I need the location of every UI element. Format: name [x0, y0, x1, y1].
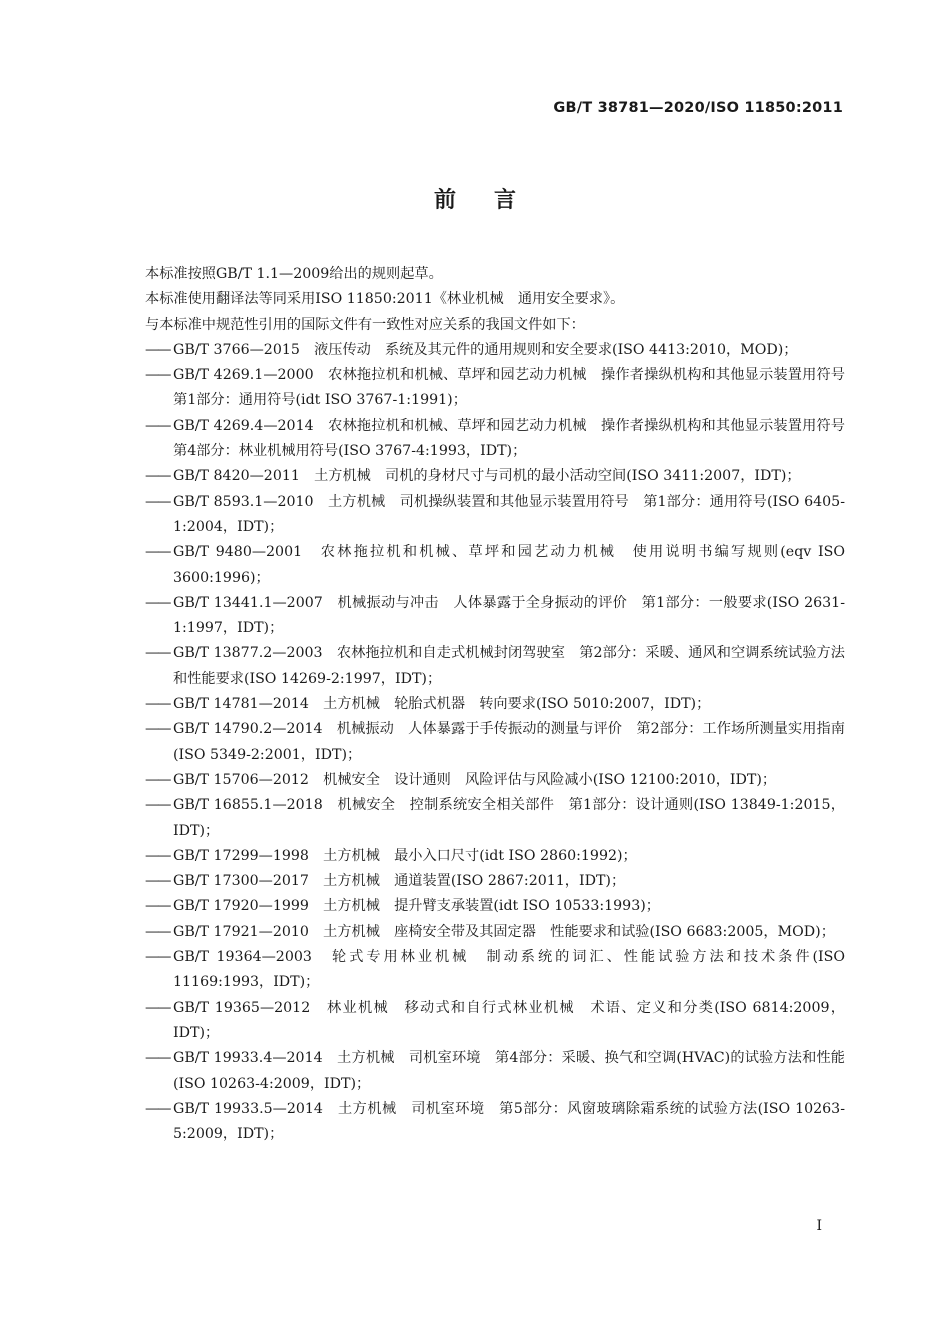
- list-dash: ——: [145, 999, 170, 1016]
- list-dash: ——: [145, 367, 170, 384]
- intro-paragraph: 本标准使用翻译法等同采用ISO 11850:2011《林业机械 通用安全要求》。: [145, 291, 625, 308]
- page-number: I: [816, 1218, 822, 1234]
- reference-text: GB/T 4269.4—2014 农林拖拉机和机械、草坪和园艺动力机械 操作者操纵机构和其他显示装置用符号 第4部分：林业机械用符号(ISO 3767-4:1993，IDT)；: [173, 417, 860, 460]
- reference-text: GB/T 3766—2015 液压传动 系统及其元件的通用规则和安全要求(ISO 4413:2010，MOD)；: [173, 341, 798, 358]
- reference-text: GB/T 19933.4—2014 土方机械 司机室环境 第4部分：采暖、换气和空调(HVAC)的试验方法和性能(ISO 10263-4:2009，IDT)；: [173, 1050, 845, 1092]
- reference-text: GB/T 17299—1998 土方机械 最小入口尺寸(idt ISO 2860:1992)；: [173, 847, 637, 864]
- reference-item: [145, 641, 845, 692]
- reference-item: [145, 540, 845, 591]
- list-dash: ——: [145, 721, 170, 738]
- reference-text: GB/T 13441.1—2007 机械振动与冲击 人体暴露于全身振动的评价 第1部分：一般要求(ISO 2631-1:1997，IDT)；: [173, 594, 845, 637]
- document-body: [145, 262, 860, 1147]
- list-dash: ——: [145, 873, 170, 890]
- reference-text: GB/T 15706—2012 机械安全 设计通则 风险评估与风险减小(ISO 12100:2010，IDT)；: [173, 771, 777, 788]
- reference-item: [145, 1046, 845, 1097]
- reference-item: [145, 717, 845, 768]
- reference-text: GB/T 14790.2—2014 机械振动 人体暴露于手传振动的测量与评价 第2部分：工作场所测量实用指南(ISO 5349-2:2001，IDT)；: [173, 721, 845, 763]
- reference-item: [145, 996, 845, 1047]
- list-dash: ——: [145, 544, 170, 561]
- reference-item: [145, 945, 845, 996]
- list-dash: ——: [145, 645, 170, 662]
- reference-text: GB/T 13877.2—2003 农林拖拉机和自走式机械封闭驾驶室 第2部分：采暖、通风和空调系统试验方法和性能要求(ISO 14269-2:1997，IDT)；: [173, 645, 845, 687]
- list-dash: ——: [145, 1100, 170, 1117]
- list-dash: ——: [145, 771, 170, 788]
- reference-text: GB/T 8420—2011 土方机械 司机的身材尺寸与司机的最小活动空间(ISO 3411:2007，IDT)；: [173, 468, 801, 485]
- reference-text: GB/T 4269.1—2000 农林拖拉机和机械、草坪和园艺动力机械 操作者操纵机构和其他显示装置用符号 第1部分：通用符号(idt ISO 3767-1:1991)；: [173, 367, 860, 409]
- page-title: 前言: [433, 188, 554, 213]
- list-dash: ——: [145, 493, 170, 510]
- reference-item: [145, 920, 845, 945]
- reference-text: GB/T 14781—2014 土方机械 轮胎式机器 转向要求(ISO 5010:2007，IDT)；: [173, 696, 711, 713]
- list-dash: ——: [145, 797, 170, 814]
- reference-item: [145, 869, 845, 894]
- reference-text: GB/T 16855.1—2018 机械安全 控制系统安全相关部件 第1部分：设计通则(ISO 13849-1:2015，IDT)；: [173, 797, 845, 839]
- reference-text: GB/T 19933.5—2014 土方机械 司机室环境 第5部分：风窗玻璃除霜系统的试验方法(ISO 10263-5:2009，IDT)；: [173, 1100, 845, 1143]
- reference-item: [145, 591, 845, 642]
- list-dash: ——: [145, 696, 170, 713]
- reference-text: GB/T 9480—2001 农林拖拉机和机械、草坪和园艺动力机械 使用说明书编写规则(eqv ISO 3600:1996)；: [173, 544, 845, 586]
- list-dash: ——: [145, 468, 170, 485]
- reference-item: [145, 692, 845, 717]
- list-dash: ——: [145, 594, 170, 611]
- intro-paragraph: 与本标准中规范性引用的国际文件有一致性对应关系的我国文件如下：: [145, 316, 585, 333]
- reference-item: [145, 793, 845, 844]
- reference-item: [145, 894, 845, 919]
- reference-item: [145, 464, 845, 489]
- reference-text: GB/T 17300—2017 土方机械 通道装置(ISO 2867:2011，IDT)；: [173, 873, 626, 890]
- reference-item: [145, 338, 845, 363]
- reference-item: [145, 490, 845, 541]
- reference-text: GB/T 17920—1999 土方机械 提升臂支承装置(idt ISO 10533:1993)；: [173, 898, 660, 915]
- reference-list: [145, 338, 860, 1148]
- list-dash: ——: [145, 847, 170, 864]
- list-dash: ——: [145, 949, 170, 966]
- reference-text: GB/T 19364—2003 轮式专用林业机械 制动系统的词汇、性能试验方法和技术条件(ISO 11169:1993，IDT)；: [173, 949, 845, 991]
- reference-item: [145, 363, 860, 414]
- list-dash: ——: [145, 417, 170, 434]
- list-dash: ——: [145, 923, 170, 940]
- list-dash: ——: [145, 898, 170, 915]
- reference-item: [145, 414, 860, 465]
- reference-item: [145, 1097, 845, 1148]
- reference-text: GB/T 8593.1—2010 土方机械 司机操纵装置和其他显示装置用符号 第1部分：通用符号(ISO 6405-1:2004，IDT)；: [173, 493, 845, 535]
- list-dash: ——: [145, 341, 170, 358]
- intro-paragraph: 本标准按照GB/T 1.1—2009给出的规则起草。: [145, 266, 443, 282]
- reference-item: [145, 844, 845, 869]
- reference-text: GB/T 19365—2012 林业机械 移动式和自行式林业机械 术语、定义和分类(ISO 6814:2009，IDT)；: [173, 999, 845, 1041]
- standard-number: GB/T 38781—2020/ISO 11850:2011: [553, 100, 843, 116]
- reference-text: GB/T 17921—2010 土方机械 座椅安全带及其固定器 性能要求和试验(ISO 6683:2005，MOD)；: [173, 923, 835, 940]
- list-dash: ——: [145, 1050, 170, 1067]
- reference-item: [145, 768, 845, 793]
